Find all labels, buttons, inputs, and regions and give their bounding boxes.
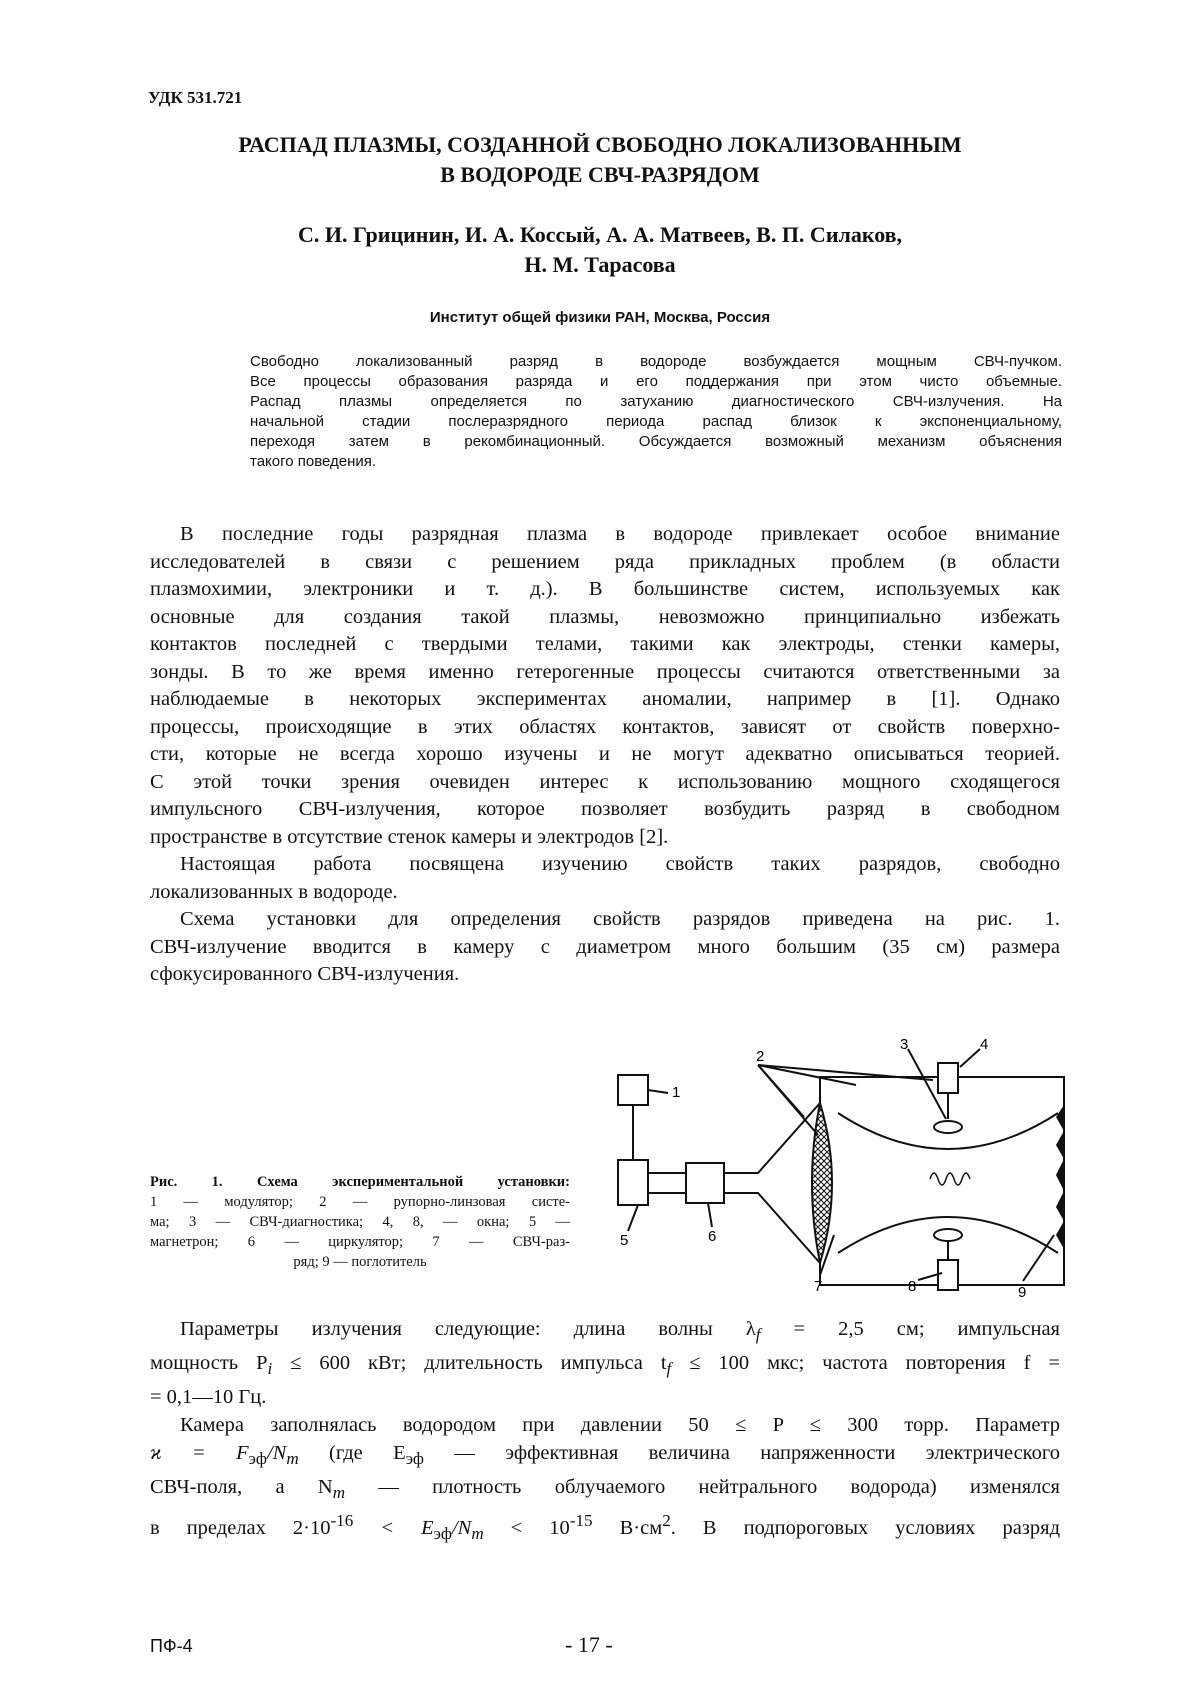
body-line: плазмохимии, электроники и т. д.). В большинстве систем, используемых как (150, 578, 1060, 600)
udk-code: УДК 531.721 (148, 88, 243, 107)
abstract (250, 352, 1062, 472)
title-line-1: РАСПАД ПЛАЗМЫ, СОЗДАННОЙ СВОБОДНО ЛОКАЛИЗОВАННЫМ (238, 132, 962, 157)
footer-code: ПФ-4 (150, 1636, 193, 1656)
abstract-line: Распад плазмы определяется по затуханию диагностического СВЧ-излучения. На (250, 393, 1062, 410)
body-line: основные для создания такой плазмы, невозможно принципиально избежать (150, 605, 1060, 628)
label-1: 1 (672, 1084, 681, 1101)
body-line: СВЧ-поля, а $N_m$ — плотность облучаемого нейтрального водорода) изменялся (150, 1476, 1060, 1503)
body-line: наблюдаемые в некоторых экспериментах аномалии, например в [1]. Однако (150, 688, 1060, 710)
magnetron-block (618, 1160, 648, 1205)
label-2: 2 (756, 1048, 765, 1065)
diagnostic-antenna (934, 1121, 962, 1133)
setup-diagram (608, 1035, 1068, 1305)
body-text (150, 521, 1060, 989)
caption-line: магнетрон; 6 — циркулятор; 7 — СВЧ-раз- (150, 1234, 570, 1250)
body-text-2 (150, 1315, 1060, 1548)
authors-line-1: С. И. Грицинин, И. А. Коссый, А. А. Матвеев, В. П. Силаков, (297, 222, 903, 247)
discharge (930, 1173, 970, 1185)
body-line: локализованных в водороде. (150, 880, 398, 903)
modulator-block (618, 1075, 648, 1105)
body-line: мощность $P_i \le 600$ кВт; длительность импульса $t_f \le 100$ мкс; частота повторения f = (150, 1352, 1060, 1379)
affiliation: Институт общей физики РАН, Москва, Россия (429, 309, 771, 326)
body-line: Схема установки для определения свойств разрядов приведена на рис. 1. (180, 908, 1060, 930)
label-8: 8 (908, 1278, 917, 1295)
caption-line: ряд; 9 — поглотитель (293, 1254, 427, 1270)
body-line: импульсного СВЧ-излучения, которое позволяет возбудить разряд в свободном (150, 798, 1060, 820)
horn-upper (724, 1103, 820, 1173)
page-number: - 17 - (565, 1632, 613, 1657)
horn-lower (724, 1193, 820, 1263)
title-line-2: В ВОДОРОДЕ СВЧ-РАЗРЯДОМ (440, 162, 760, 187)
body-line: процессы, происходящие в этих областях контактов, зависят от свойств поверхно- (150, 715, 1060, 738)
body-line: В последние годы разрядная плазма в водороде привлекает особое внимание (180, 523, 1060, 545)
abstract-line: начальной стадии послеразрядного периода распад близок к экспоненциальному, (250, 413, 1062, 430)
circulator-block (686, 1163, 724, 1203)
body-line: Камера заполнялась водородом при давлении 50 ≤ P ≤ 300 торр. Параметр (180, 1414, 1060, 1437)
label-4: 4 (980, 1036, 989, 1053)
abstract-line: такого поведения. (250, 453, 377, 470)
label-9: 9 (1018, 1284, 1027, 1301)
body-line: С этой точки зрения очевиден интерес к использованию мощного сходящегося (150, 770, 1060, 793)
caption-line: Рис. 1. Схема экспериментальной установки: (150, 1174, 570, 1190)
body-line: = 0,1—10 Гц. (150, 1386, 267, 1409)
authors (150, 220, 1050, 280)
paper-title (150, 130, 1050, 190)
body-line: контактов последней с твердыми телами, такими как электроды, стенки камеры, (150, 633, 1060, 655)
abstract-line: Все процессы образования разряда и его поддержания при этом чисто объемные. (250, 373, 1062, 390)
body-line: СВЧ-излучение вводится в камеру с диаметром много большим (35 см) размера (150, 935, 1060, 958)
abstract-line: Свободно локализованный разряд в водороде возбуждается мощным СВЧ-пучком. (250, 353, 1062, 370)
lens (812, 1103, 832, 1263)
label-3: 3 (900, 1036, 909, 1053)
body-line: сфокусированного СВЧ-излучения. (150, 963, 460, 985)
absorber (1056, 1105, 1064, 1249)
caption-line: ма; 3 — СВЧ-диагностика; 4, 8, — окна; 5 — (150, 1214, 570, 1230)
label-6: 6 (708, 1228, 717, 1245)
body-line: в пределах $2\cdot 10^{-16} < E_{эф}/N_m < 10^{-15}$ $В\cdot см^2$. В подпороговых условиях разряд (150, 1511, 1060, 1544)
body-line: Параметры излучения следующие: длина волны $\lambda_f = 2,5$ см; импульсная (180, 1318, 1060, 1345)
body-line: $ϰ = F_{эф}/N_m$ (где $E_{эф}$ — эффективная величина напряженности электрического (150, 1442, 1060, 1469)
body-line: пространстве в отсутствие стенок камеры и электродов [2]. (150, 825, 669, 848)
body-line: Настоящая работа посвящена изучению свойств таких разрядов, свободно (180, 853, 1060, 875)
figure-caption (150, 1172, 570, 1272)
authors-line-2: Н. М. Тарасова (524, 252, 676, 277)
label-7: 7 (814, 1278, 823, 1295)
caption-line: 1 — модулятор; 2 — рупорно-линзовая систе- (150, 1194, 570, 1210)
body-line: зонды. В то же время именно гетерогенные процессы считаются ответственными за (150, 660, 1060, 683)
window-lower (938, 1260, 958, 1290)
window-upper (938, 1063, 958, 1093)
label-5: 5 (620, 1232, 629, 1249)
body-line: исследователей в связи с решением ряда прикладных проблем (в области (150, 550, 1060, 573)
abstract-line: переходя затем в рекомбинационный. Обсуждается возможный механизм объяснения (250, 433, 1062, 450)
body-line: сти, которые не всегда хорошо изучены и не могут адекватно описываться теорией. (150, 743, 1060, 765)
